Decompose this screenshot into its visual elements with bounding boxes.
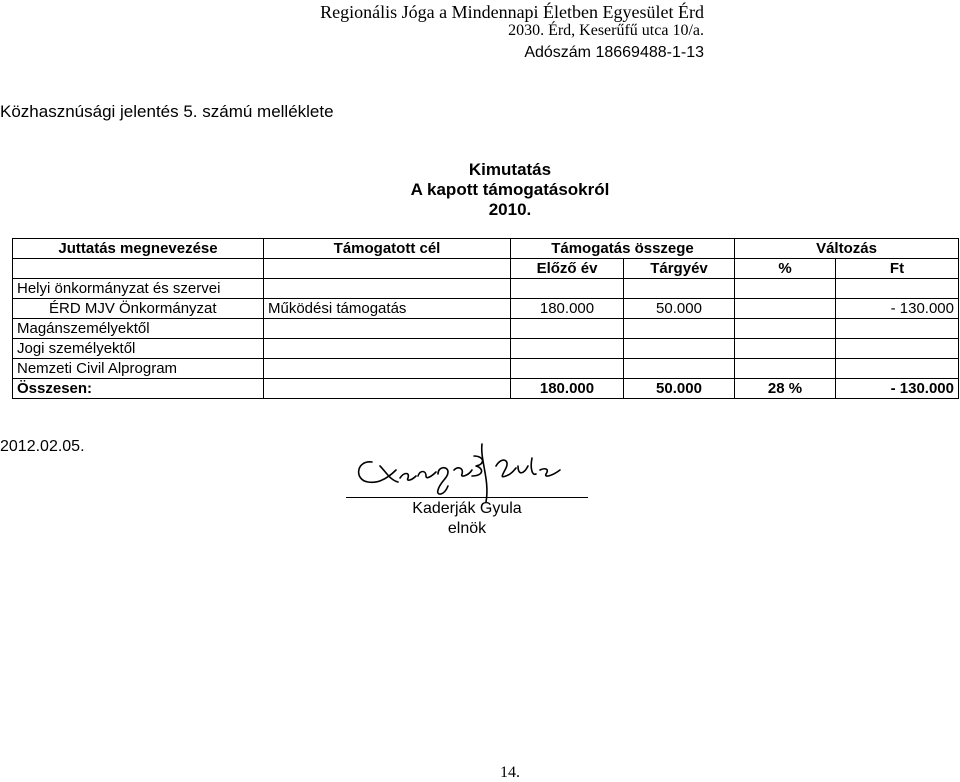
row-name: Magánszemélyektől — [13, 319, 264, 339]
row-purpose — [264, 339, 511, 359]
row-curr — [624, 359, 735, 379]
row-prev — [511, 359, 624, 379]
subheader-empty — [264, 259, 511, 279]
row-prev — [511, 339, 624, 359]
header-change: Változás — [735, 239, 959, 259]
support-table — [12, 238, 959, 259]
row-pct — [735, 319, 836, 339]
row-purpose — [264, 279, 511, 299]
signer-role: elnök — [447, 520, 487, 537]
total-label: Összesen: — [13, 379, 264, 399]
header-purpose: Támogatott cél — [264, 239, 511, 259]
header-prev-year: Előző év — [511, 259, 624, 279]
row-purpose: Működési támogatás — [264, 299, 511, 319]
row-pct — [735, 339, 836, 359]
total-pct: 28 % — [735, 379, 836, 399]
signer-name: Kaderják Gyula — [412, 500, 522, 517]
org-address: 2030. Érd, Keserűfű utca 10/a. — [508, 22, 704, 39]
row-name: ÉRD MJV Önkormányzat — [13, 299, 264, 319]
total-purpose — [264, 379, 511, 399]
table-row — [13, 359, 959, 379]
row-pct — [735, 299, 836, 319]
table-row — [13, 319, 959, 339]
row-ft — [836, 339, 959, 359]
row-curr — [624, 319, 735, 339]
annex-label: Közhasznúsági jelentés 5. számú melléklete — [0, 102, 334, 121]
table-total-row — [13, 379, 959, 399]
signature-image — [350, 436, 570, 506]
org-tax-number: Adószám 18669488-1-13 — [524, 44, 704, 61]
row-name: Nemzeti Civil Alprogram — [13, 359, 264, 379]
row-curr — [624, 339, 735, 359]
page-number: 14. — [500, 764, 520, 781]
document-subtitle: A kapott támogatásokról — [410, 180, 610, 199]
signature-line — [346, 497, 588, 498]
header-amount: Támogatás összege — [511, 239, 735, 259]
row-pct — [735, 279, 836, 299]
row-ft — [836, 319, 959, 339]
row-ft — [836, 359, 959, 379]
header-percent: % — [735, 259, 836, 279]
row-pct — [735, 359, 836, 379]
total-prev: 180.000 — [511, 379, 624, 399]
total-ft: - 130.000 — [836, 379, 959, 399]
document-date: 2012.02.05. — [0, 438, 85, 455]
org-name: Regionális Jóga a Mindennapi Életben Egyesület Érd — [320, 2, 704, 22]
document-title: Kimutatás — [468, 160, 552, 179]
row-name: Jogi személyektől — [13, 339, 264, 359]
row-ft — [836, 279, 959, 299]
table-row — [13, 279, 959, 299]
table-header-row — [13, 239, 959, 259]
table-row — [13, 339, 959, 359]
header-name: Juttatás megnevezése — [13, 239, 264, 259]
document-year: 2010. — [488, 200, 532, 219]
header-ft: Ft — [836, 259, 959, 279]
row-purpose — [264, 319, 511, 339]
row-prev: 180.000 — [511, 299, 624, 319]
table-subheader-row — [13, 259, 959, 279]
subheader-empty — [13, 259, 264, 279]
row-prev — [511, 319, 624, 339]
header-curr-year: Tárgyév — [624, 259, 735, 279]
support-table-body — [12, 258, 959, 399]
row-name: Helyi önkormányzat és szervei — [13, 279, 264, 299]
row-curr: 50.000 — [624, 299, 735, 319]
row-ft: - 130.000 — [836, 299, 959, 319]
row-curr — [624, 279, 735, 299]
total-curr: 50.000 — [624, 379, 735, 399]
table-row — [13, 299, 959, 319]
row-prev — [511, 279, 624, 299]
row-purpose — [264, 359, 511, 379]
